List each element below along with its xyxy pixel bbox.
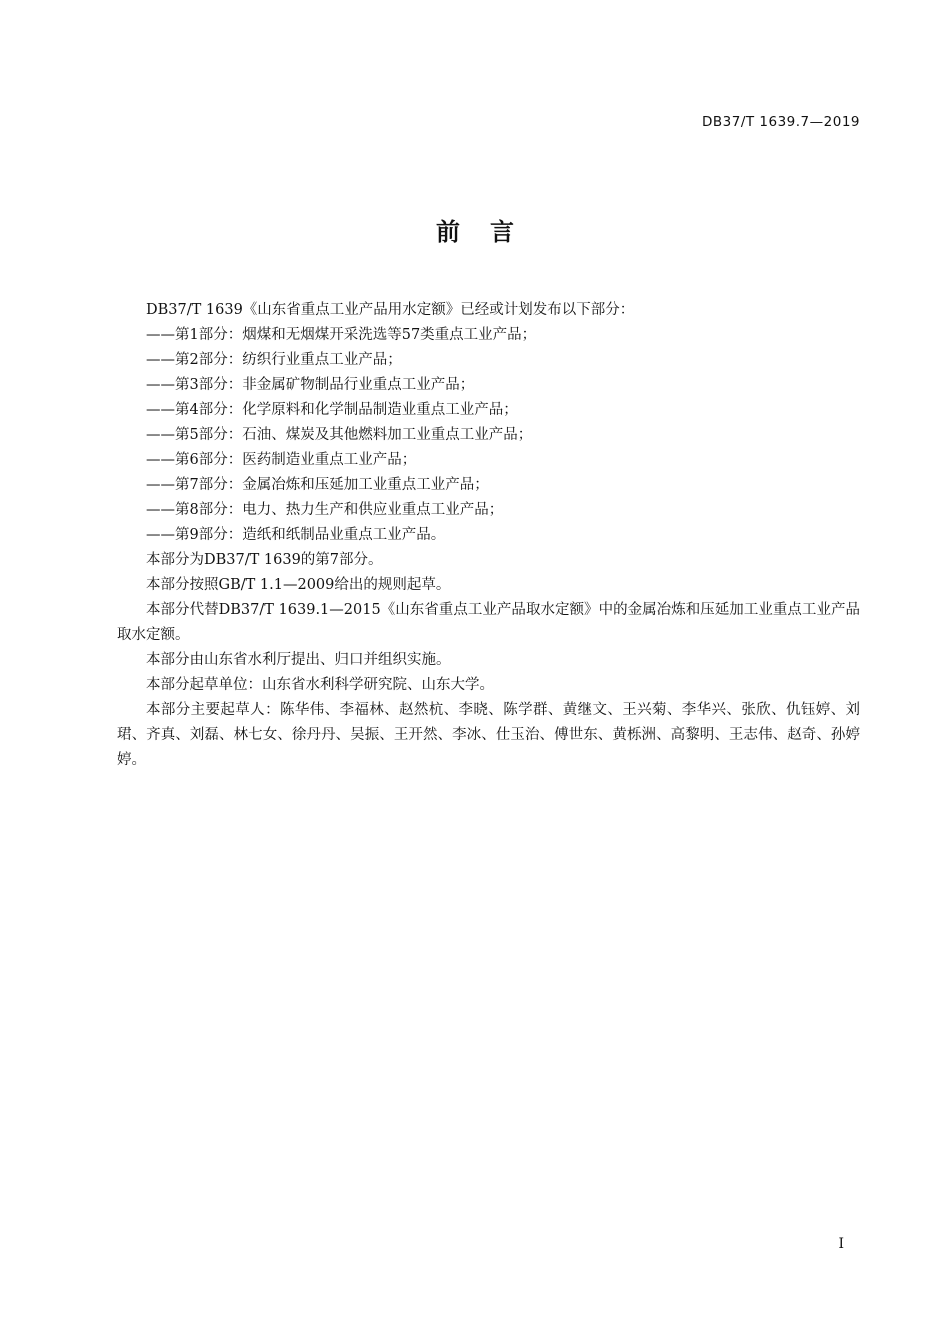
list-item: ——第1部分：烟煤和无烟煤开采洗选等57类重点工业产品； <box>146 327 537 343</box>
page-title: 前言 <box>436 218 544 246</box>
list-item: ——第7部分：金属冶炼和压延加工业重点工业产品； <box>146 477 489 493</box>
list-item: ——第9部分：造纸和纸制品业重点工业产品。 <box>146 527 446 543</box>
part-statement: 本部分为DB37/T 1639的第7部分。 <box>146 552 383 568</box>
proposer-statement: 本部分由山东省水利厅提出、归口并组织实施。 <box>146 652 451 668</box>
list-item: ——第2部分：纺织行业重点工业产品； <box>146 352 402 368</box>
intro-paragraph: DB37/T 1639《山东省重点工业产品用水定额》已经或计划发布以下部分： <box>146 302 635 318</box>
drafting-rules: 本部分按照GB/T 1.1—2009给出的规则起草。 <box>146 577 451 593</box>
document-code: DB37/T 1639.7—2019 <box>701 114 860 130</box>
list-item: ——第4部分：化学原料和化学制品制造业重点工业产品； <box>146 402 518 418</box>
list-item: ——第3部分：非金属矿物制品行业重点工业产品； <box>146 377 475 393</box>
page-number: I <box>838 1236 844 1252</box>
list-item: ——第5部分：石油、煤炭及其他燃料加工业重点工业产品； <box>146 427 533 443</box>
list-item: ——第6部分：医药制造业重点工业产品； <box>146 452 417 468</box>
drafters-list: 本部分主要起草人：陈华伟、李福林、赵然杭、李晓、陈学群、黄继文、王兴菊、李华兴、张欣、仇钰婷、刘珺、齐真、刘磊、林七女、徐丹丹、吴振、王开然、李冰、仕玉治、傅世东、黄栎洲、高黎明、王志伟、赵奇、孙婷婷。 <box>117 702 860 768</box>
list-item: ——第8部分：电力、热力生产和供应业重点工业产品； <box>146 502 504 518</box>
document-body <box>117 298 860 773</box>
drafting-units: 本部分起草单位：山东省水利科学研究院、山东大学。 <box>146 677 494 693</box>
replacement-statement: 本部分代替DB37/T 1639.1—2015《山东省重点工业产品取水定额》中的金属冶炼和压延加工业重点工业产品取水定额。 <box>117 602 860 643</box>
